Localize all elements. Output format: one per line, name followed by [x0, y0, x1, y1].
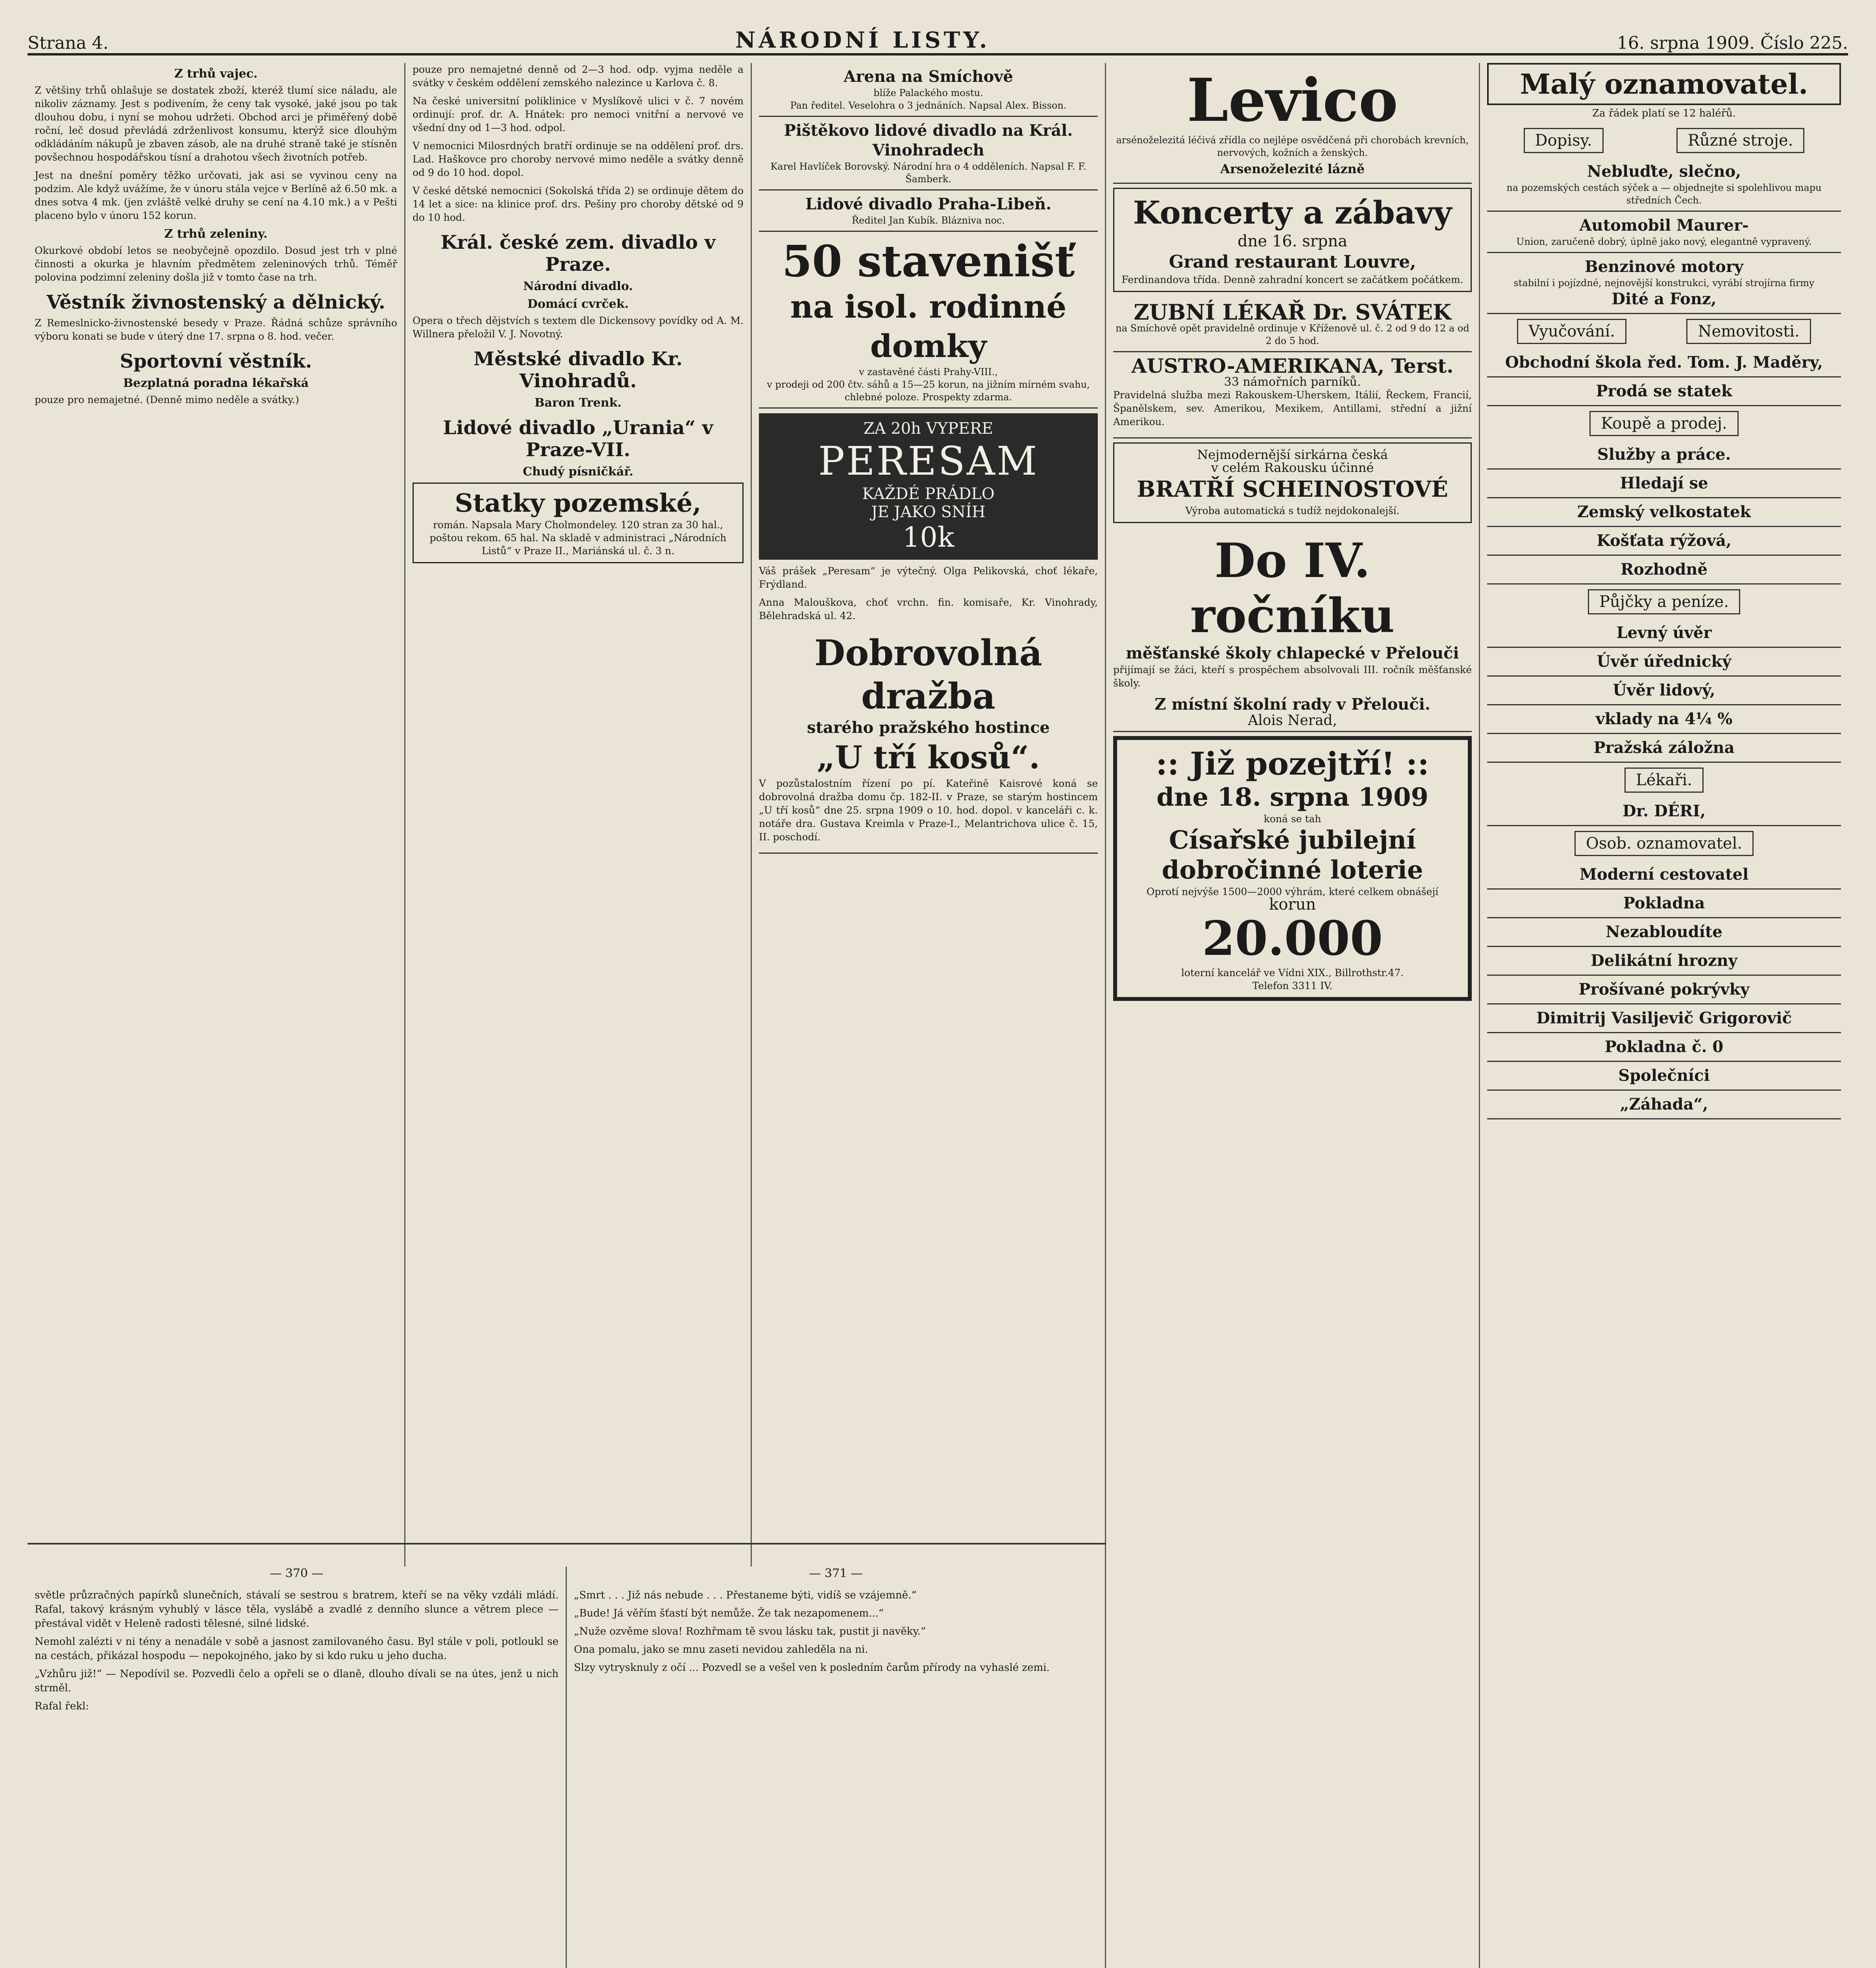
category-label: Lékaři. [1624, 768, 1704, 793]
category-label: Nemovitosti. [1686, 319, 1811, 344]
article-paragraph: Okurkové období letos se neobyčejně opozdilo. Dosud jest trh v plné činnosti a okurka je hlavním předmětem zeleninových trhů. Téměř polovina podzimní zeleniny došla již v tomto čase na trh. [35, 245, 397, 283]
concert-ad [1113, 188, 1472, 292]
ad-text: Ředitel Jan Kubík. Blázniva noc. [851, 215, 1005, 226]
ad-date: dne 16. srpna [1238, 232, 1347, 250]
ad-text: na pozemských cestách sýček a — objednejte si spolehlivou mapu středních Čech. [1506, 182, 1822, 206]
ad-title: Pražská záložna [1593, 738, 1735, 757]
ad-subtitle: blíže Palackého mostu. [873, 87, 983, 98]
ad-title: Prodá se statek [1596, 382, 1732, 400]
section-title: Sportovní věstník. [120, 350, 312, 372]
category-label: Dopisy. [1524, 128, 1604, 153]
ad-title: vklady na 4¼ % [1595, 710, 1733, 728]
ad-title: „Záhada“, [1620, 1095, 1708, 1113]
classified-ad [1487, 947, 1841, 976]
classified-ad [1487, 890, 1841, 918]
auction-name: „U tří kosů“. [817, 739, 1040, 776]
feuilleton-paragraph: „Nuže ozvěme slova! Rozhřmam tě svou lásku tak, pustit ji navěky.“ [574, 1626, 926, 1637]
peresam-ad [759, 413, 1098, 560]
ad-headline: 50 stavenišť [782, 236, 1075, 287]
ad-text: přijímají se žáci, kteří s prospěchem absolvovali III. ročník měšťanské školy. [1113, 664, 1472, 689]
theatre-title: Král. české zem. divadlo v Praze. [440, 231, 716, 276]
ad-text: na Smíchově opět pravidelně ordinuje v Kříženově ul. č. 2 od 9 do 12 a od 2 do 5 hod. [1116, 323, 1469, 346]
ad-title: Košťata rýžová, [1597, 531, 1732, 550]
ad-title: Rozhodně [1621, 560, 1708, 579]
ad-subtitle: v zastavěné části Prahy-VIII., [859, 366, 998, 377]
feuilleton-divider [28, 1543, 1106, 1544]
classified-ad [1487, 677, 1841, 705]
classified-ad [1487, 441, 1841, 470]
lottery-name: Císařské jubilejní dobročinné loterie [1162, 825, 1423, 885]
play-title: Chudý písničkář. [523, 465, 633, 479]
feuilleton-paragraph: Slzy vytrysknuly z očí ... Pozvedl se a vešel ven k posledním čarům přírody na vyhaslé zemi. [574, 1662, 1050, 1674]
ad-title: Benzinové motory [1584, 257, 1744, 276]
feuilleton-paragraph: „Bude! Já věřím šťastí být nemůže. Že tak nezapomenem...“ [574, 1607, 884, 1619]
classified-ad [1487, 498, 1841, 527]
article-paragraph: pouze pro nemajetné denně od 2—3 hod. odp. vyjma neděle a svátky v českém oddělení zemského nalezince u Karlova č. 8. [413, 64, 744, 89]
feuilleton-page-371 [567, 1567, 1106, 1968]
feuilleton-paragraph: „Smrt . . . Již nás nebude . . . Přestaneme býti, vidíš se vzájemně.“ [574, 1589, 917, 1601]
column-3 [752, 63, 1106, 1567]
ad-title: Nezabloudíte [1606, 923, 1722, 941]
feuilleton-paragraph: Ona pomalu, jako se mnu zaseti nevidou zahleděla na ni. [574, 1644, 868, 1655]
ad-headline: Do IV. ročníku [1190, 533, 1395, 644]
ad-firm: Dité a Fonz, [1611, 290, 1717, 308]
book-title: Statky pozemské, [455, 488, 701, 518]
ad-text: Union, zaručeně dobrý, úplně jako nový, elegantně vypravený. [1516, 236, 1812, 247]
building-plots-ad [759, 232, 1098, 409]
book-ad [413, 483, 744, 563]
ad-title: Automobil Maurer- [1579, 216, 1749, 235]
ad-title: Lidové divadlo Praha-Libeň. [805, 195, 1052, 213]
ad-title: Služby a práce. [1597, 445, 1731, 464]
dentist-ad [1113, 298, 1472, 352]
prize-amount: 20.000 [1202, 911, 1383, 966]
classifieds-subtitle: Za řádek platí se 12 haléřů. [1592, 107, 1736, 119]
lottery-address: loterní kancelář ve Vídni XIX., Billrothstr.47. [1181, 967, 1404, 978]
ad-title: Moderní cestovatel [1579, 865, 1749, 884]
ad-line: KAŽDÉ PRÁDLO [862, 485, 995, 503]
feuilleton-page-number: — 370 — [270, 1567, 324, 1580]
ad-text: stabilní i pojízdné, nejnovější konstrukci, vyrábí strojírna firmy [1513, 277, 1815, 289]
play-title: Baron Trenk. [535, 396, 622, 410]
column-5-classifieds [1480, 63, 1848, 1968]
classified-ad [1487, 470, 1841, 498]
classified-ad [1487, 619, 1841, 648]
feuilleton-page-370 [28, 1567, 567, 1968]
ad-text: Výroba automatická s tudíž nejdokonalejší. [1185, 505, 1400, 516]
classified-ad [1487, 1062, 1841, 1091]
ad-headline: Koncerty a zábavy [1133, 194, 1452, 231]
classified-ad [1487, 918, 1841, 947]
column-2 [405, 63, 752, 1567]
ad-name: Alois Nerad, [1248, 712, 1337, 729]
brand-name: PERESAM [818, 438, 1039, 484]
classified-ad [1487, 1091, 1841, 1119]
theatre-subtitle: Národní divadlo. [523, 279, 633, 293]
ad-text: Pravidelná služba mezi Rakouskem-Uherskem, Itálií, Řeckem, Francií, Španělskem, sev. Amerikou, Mexikem, Antillami, střední a jižní Amerikou. [1113, 389, 1472, 427]
ad-text: Karel Havlíček Borovský. Národní hra o 4 odděleních. Napsal F. F. Šamberk. [770, 161, 1086, 185]
theatre-title: Lidové divadlo „Urania“ v Praze-VII. [443, 417, 713, 461]
ad-sign: Z místní školní rady v Přelouči. [1154, 695, 1430, 714]
article-paragraph: Jest na dnešní poměry těžko určovati, jak asi se vyvinou ceny na podzim. Ale když uvážíme, že v únoru stála vejce v Berlíně až 6.50 mk. a dnes sotva 4 mk. (jen zvláště velké druhy se cení na 4.10 mk.) a v Pešti placeno bylo v únoru 152 korun. [35, 170, 397, 221]
theatre-ad [759, 63, 1098, 117]
ad-subtitle: koná se tah [1264, 813, 1321, 825]
ad-date: dne 18. srpna 1909 [1156, 782, 1428, 812]
page-number: Strana 4. [28, 33, 109, 53]
ad-title: Hledají se [1620, 474, 1708, 492]
classified-ad [1487, 212, 1841, 253]
classified-ad [1487, 734, 1841, 763]
ad-title: Obchodní škola řed. Tom. J. Maděry, [1505, 353, 1823, 372]
classified-ad [1487, 1004, 1841, 1033]
ad-price: 10k [902, 521, 955, 553]
classified-ad [1487, 349, 1841, 377]
restaurant-name: Grand restaurant Louvre, [1169, 252, 1416, 272]
ad-line: JE JAKO SNÍH [871, 503, 986, 521]
ad-text: arsénoželezitá léčivá zřídla co nejlépe osvědčená při chorobách krevních, nervových, kožních a ženských. [1116, 135, 1469, 158]
feuilleton-paragraph: Rafal řekl: [35, 1700, 89, 1712]
ad-text: Ferdinandova třída. Denně zahradní koncert se začátkem počátkem. [1121, 274, 1463, 285]
section-title: Bezplatná poradna lékařská [123, 376, 309, 390]
ad-title: Pištěkovo lidové divadlo na Král. Vinohradech [784, 121, 1073, 159]
feuilleton-paragraph: světle průzračných papírků slunečních, stávalí se sestrou s bratrem, kteří se na věky vzdáli mládí. Rafal, takový krásným vyhublý v lásce těla, vyslábě a zvadlé z denního slunce a větrem plece — přestával vidět v Heleně radosti tělesné, silné lidské. [35, 1589, 559, 1630]
feuilleton-paragraph: „Vzhůru již!“ — Nepodívil se. Pozvedli čelo a opřeli se o dlaně, dlouho dívali se na útes, jenž u nich strměl. [35, 1668, 559, 1694]
prize-unit: korun [1269, 895, 1316, 914]
page-header [28, 20, 1848, 55]
classified-ad [1487, 861, 1841, 890]
ad-headline: ZUBNÍ LÉKAŘ Dr. SVÁTEK [1134, 300, 1451, 325]
classified-ad [1487, 1033, 1841, 1062]
feuilleton-paragraph: Nemohl zalézti v ni tény a nenadále v sobě a jasnost zamilovaného času. Byl stále v poli, potloukl se na cestách, přikázal hospodu — nepokojného, jako by si kdo ruku u jeho ducha. [35, 1636, 559, 1662]
ad-subtitle: měšťanské školy chlapecké v Přelouči [1126, 644, 1459, 662]
ad-headline: BRATŘÍ SCHEINOSTOVÉ [1137, 476, 1448, 502]
lottery-phone: Telefon 3311 IV. [1252, 980, 1333, 991]
school-ad [1113, 529, 1472, 732]
ad-line: ZA 20h VYPERE [863, 420, 994, 438]
ad-text: v prodeji od 200 čtv. sáhů a 15—25 korun, na jižním mírném svahu, chlebné poloze. Prospekty zdarma. [767, 379, 1090, 403]
ad-title: Dr. DÉRI, [1623, 802, 1706, 820]
match-factory-ad [1113, 442, 1472, 523]
issue-date: 16. srpna 1909. Číslo 225. [1617, 33, 1848, 53]
theatre-title: Městské divadlo Kr. Vinohradů. [473, 348, 683, 392]
classified-ad [1487, 797, 1841, 826]
ad-title: Prošívané pokrývky [1578, 980, 1750, 999]
category-label: Půjčky a peníze. [1588, 589, 1740, 614]
section-title: Z trhů vajec. [174, 67, 258, 81]
ad-title: Nebluďte, slečno, [1587, 162, 1741, 181]
column-1 [28, 63, 405, 1567]
ad-subtitle: v celém Rakousku účinné [1211, 460, 1374, 475]
column-4 [1106, 63, 1480, 1968]
classified-ad [1487, 253, 1841, 314]
ad-title: Úvěr lidový, [1613, 681, 1715, 699]
ad-title: Arena na Smíchově [844, 67, 1013, 86]
levico-ad [1113, 63, 1472, 184]
classified-ad [1487, 705, 1841, 734]
masthead: NÁRODNÍ LISTY. [735, 27, 990, 53]
shipping-ad [1113, 352, 1472, 438]
testimonial: Váš prášek „Peresam“ je výtečný. Olga Pelikovská, choť lékaře, Frýdland. [759, 565, 1098, 590]
category-label: Vyučování. [1517, 319, 1626, 344]
article-paragraph: Z Remeslnicko-živnostenské besedy v Praze. Řádná schůze správního výboru konati se bude v úterý dne 17. srpna o 8. hod. večer. [35, 317, 397, 342]
category-label: Koupě a prodej. [1589, 411, 1738, 436]
article-paragraph: pouze pro nemajetné. (Denně mimo neděle a svátky.) [35, 394, 299, 405]
article-paragraph: V nemocnici Milosrdných bratří ordinuje se na oddělení prof. drs. Lad. Haškovce pro choroby nervové mimo neděle a svátky denně od 9 do 10 hod. dopol. [413, 140, 744, 178]
ad-text: Pan ředitel. Veselohra o 3 jednáních. Napsal Alex. Bisson. [790, 100, 1067, 111]
ad-title: Pokladna [1623, 894, 1705, 912]
classified-ad [1487, 527, 1841, 556]
auction-subtitle: starého pražského hostince [807, 718, 1050, 737]
classified-ad [1487, 556, 1841, 584]
article-paragraph: Na české universitní poliklinice v Myslíkově ulici v č. 7 novém ordinují: prof. dr. A. Hnátek: pro nemoci vnitřní a nervové ve všední dny od 1—3 hod. odpol. [413, 95, 744, 133]
auction-ad [759, 627, 1098, 854]
ad-subtitle: Arsenoželezité lázně [1220, 161, 1365, 176]
ad-title: Levný úvěr [1616, 623, 1712, 642]
ad-headline: :: Již pozejtří! :: [1156, 745, 1429, 782]
classified-ad [1487, 976, 1841, 1004]
classified-ad [1487, 377, 1841, 406]
ad-headline: na isol. rodinné domky [790, 288, 1067, 364]
section-title: Z trhů zeleniny. [164, 227, 268, 241]
ad-title: Pokladna č. 0 [1604, 1038, 1724, 1056]
ad-text: Oprotí nejvýše 1500—2000 výhrám, které celkem obnášejí [1146, 886, 1439, 897]
article-paragraph: Z většiny trhů ohlašuje se dostatek zboží, kteréž tlumí sice náladu, ale nikoliv záznamy. Jest s podivením, že ceny tak vysoké, jaké jsou po tak dlouhou dobu, i nyní se mohou udržeti. Obchod arci je přiměřený době roční, leč dosud převládá zdrženlivost konsumu, kterýž sice dlouhým odkládáním nákupů je zbaven zásob, ale na druhé straně také je stísněn povšechnou hospodářskou tísní a drahotou všech životních potřeb. [35, 85, 397, 163]
feuilleton-page-number: — 371 — [809, 1567, 863, 1580]
classified-ad [1487, 648, 1841, 677]
testimonial: Anna Malouškova, choť vrchn. fin. komisaře, Kr. Vinohrady, Bělehradská ul. 42. [759, 597, 1098, 621]
ad-title: Nejmodernější sirkárna česká [1197, 447, 1388, 462]
ad-title: Zemský velkostatek [1577, 503, 1751, 521]
auction-text: V pozůstalostním řízení po pí. Kateřině Kaisrové koná se dobrovolná dražba domu čp. 182-II. v Praze, se starým hostincem „U tří kosů“ dne 25. srpna 1909 o 10. hod. dopol. v kanceláři c. k. notáře dra. Gustava Kreimla v Praze-I., Melantrichova ulice č. 15, II. poschodí. [759, 778, 1098, 843]
ad-title: Společníci [1618, 1066, 1710, 1085]
category-label: Různé stroje. [1676, 128, 1805, 153]
article-paragraph: V české dětské nemocnici (Sokolská třída 2) se ordinuje dětem do 14 let a sice: na klinice prof. drs. Pešiny pro choroby dětské od 9 do 10 hod. [413, 185, 744, 223]
ad-title: Úvěr úřednický [1597, 652, 1732, 671]
ad-subtitle: 33 námořních parníků. [1224, 375, 1361, 389]
ad-headline: Levico [1187, 66, 1398, 135]
theatre-text: Opera o třech dějstvích s textem dle Dickensovy povídky od A. M. Willnera přeložil V. J. Novotný. [413, 315, 744, 340]
theatre-ad [759, 117, 1098, 191]
ad-title: Delikátní hrozny [1591, 951, 1737, 970]
section-title: Věstník živnostenský a dělnický. [46, 291, 385, 313]
ad-title: Dimitrij Vasiljevič Grigorovič [1536, 1009, 1792, 1027]
theatre-ad [759, 191, 1098, 232]
play-title: Domácí cvrček. [527, 297, 629, 311]
auction-title: Dobrovolná dražba [814, 632, 1042, 717]
ad-headline: AUSTRO-AMERIKANA, Terst. [1131, 354, 1454, 377]
book-text: román. Napsala Mary Cholmondeley. 120 stran za 30 hal., poštou rekom. 65 hal. Na skladě v administraci „Národních Listů“ v Praze II., Mariánská ul. č. 3 n. [429, 519, 727, 557]
lottery-ad [1113, 736, 1472, 1001]
classifieds-title: Malý oznamovatel. [1487, 63, 1841, 105]
newspaper-page [28, 20, 1848, 1968]
classified-ad [1487, 158, 1841, 212]
category-label: Osob. oznamovatel. [1574, 831, 1754, 856]
